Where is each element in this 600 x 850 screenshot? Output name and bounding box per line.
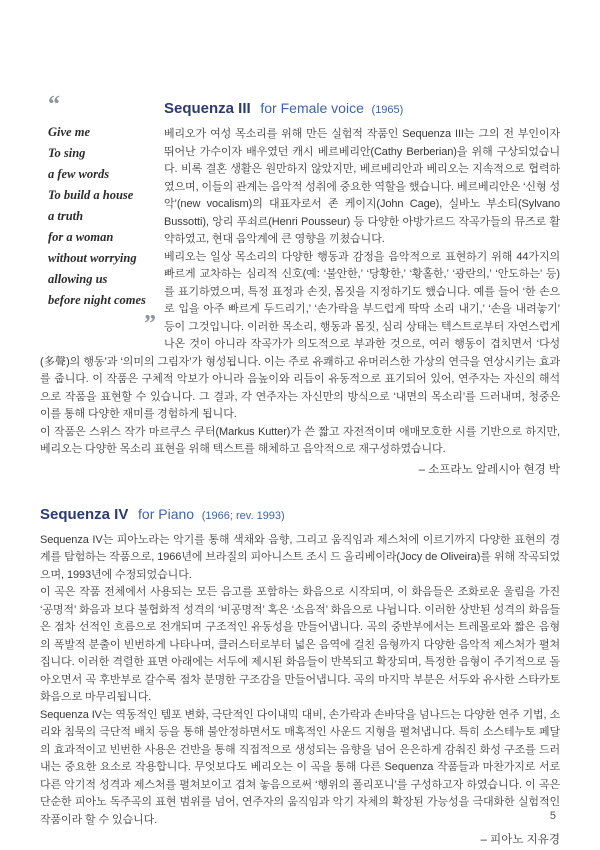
quote-line: for a woman [48,230,114,244]
section-sequenza-3 [40,92,560,478]
work-subtitle: for Piano [138,505,195,522]
quote-line: To sing [48,146,86,160]
work-year: (1965) [371,104,404,116]
quote-lines [48,122,164,311]
quote-line: To build a house [48,188,134,202]
open-quote-icon: “ [48,92,60,118]
paragraph: 베리오는 일상 목소리의 다양한 행동과 감정을 음악적으로 표현하기 위해 44가지의 빠르게 교차하는 심리적 신호(예: ‘불안한,’ ‘당황한,’ ‘황홀한,’ ‘광란의,’ ‘안도하는’ 등)를 표기하였으며, 특정 표정과 손짓, 몸짓을 지정하기도 했습니다. 예를 들어 ‘한 손으로 입을 아주 빠르게 두드리기,’ ‘손가락을 부드럽게 딱딱 소리 내기,’ ‘손을 내려놓기’ 등이 그것입니다. 이러한 목소리, 행동과 몸짓, 심리 상태는 텍스트로부터 자연스럽게 나온 것이 아니라 작곡가가 의도적으로 부과한 것으로, 여러 행동이 겹치면서 ‘다성(多聲)의 행동’과 ‘의미의 그림자’가 형성됩니다. 이는 주로 유쾌하고 유머러스한 가상의 연극을 연상시키는 효과를 줍니다. 이 작품은 구체적 악보가 아니라 음높이와 리듬이 유동적으로 표기되어 있어, 연주자는 자신의 해석으로 작품을 표현할 수 있습니다. 그 결과, 각 연주자는 자신만의 방식으로 ‘내면의 목소리’를 드러내며, 청중은 이를 통해 다양한 재미를 경험하게 됩니다. [40,250,560,420]
quote-line: before night comes [48,293,146,307]
paragraph: Sequenza IV는 역동적인 템포 변화, 극단적인 다이내믹 대비, 손가락과 손바닥을 넘나드는 다양한 연주 기법, 소리와 침묵의 극단적 배치 등을 통해 불안정하면서도 매혹적인 사운드 지형을 펼쳐냅니다. 특히 소스테누토 페달의 효과적이고 빈번한 사용은 건반을 통해 직접적으로 생성되는 음향을 넘어 은은하게 감춰진 화성 구조를 드러내는 중요한 요소로 작용합니다. 무엇보다도 베리오는 이 곡을 통해 다른 Sequenza 작품들과 마찬가지로 서로 다른 악기적 성격과 제스처를 펼쳐보이고 겹쳐 놓음으로써 ‘행위의 폴리포니’를 구성하고자 하였습니다. 이 곡은 단순한 피아노 독주곡의 표현 범위를 넘어, 연주자의 움직임과 악기 자체의 확장된 가능성을 극대화한 실험적인 작품이라 할 수 있습니다. [40,708,560,826]
paragraph: Sequenza IV는 피아노라는 악기를 통해 색채와 음향, 그리고 움직임과 제스처에 이르기까지 다양한 표현의 경계를 탐험하는 작품으로, 1966년에 브라질의 피아니스트 조시 드 올리베이라(Jocy de Oliveira)를 위해 작곡되었으며, 1993년에 수정되었습니다. [40,533,560,581]
attribution-soprano: – 소프라노 알레시아 현경 박 [418,463,560,476]
quote-line: a few words [48,167,110,181]
quote-line: allowing us [48,272,108,286]
quote-block [40,92,164,352]
quote-line: Give me [48,125,90,139]
close-quote-icon: ” [144,311,156,337]
paragraph: 베리오가 여성 목소리를 위해 만든 실험적 작품인 Sequenza III는 그의 전 부인이자 뛰어난 가수이자 배우였던 캐시 베르베리안(Cathy Berberian)을 위해 구상되었습니다. 비록 결혼 생활은 원만하지 않았지만, 베르베리안과 베리오는 지속적으로 협력하였으며, 이들의 관계는 음악적 성취에 중요한 역할을 했습니다. 베르베리안은 ‘신형 성악’(new vocalism)의 대표자로서 존 케이지(John Cage), 실바노 부소티(Sylvano Bussotti), 앙리 푸쇠르(Henri Pousseur) 등 다양한 아방가르드 작곡가들의 뮤즈로 활약하였고, 현대 음악계에 큰 영향을 끼쳤습니다. [164,128,560,245]
work-title: Sequenza III [164,100,251,117]
paragraph: 이 곡은 작품 전체에서 사용되는 모든 음고를 포함하는 화음으로 시작되며, 이 화음들은 조화로운 울림을 가진 ‘공명적’ 화음과 보다 불협화적 성격의 ‘비공명적’ 혹은 ‘소음적’ 화음으로 나뉩니다. 이러한 상반된 성격의 화음들은 점차 선적인 흐름으로 전개되며 구조적인 유동성을 만들어냅니다. 곡의 중반부에서는 트레몰로와 짧은 음형의 폭발적 분출이 빈번하게 나타나며, 클러스터로부터 넓은 음역에 걸친 음형까지 다양한 음악적 제스처가 펼쳐집니다. 이러한 격렬한 표면 아래에는 서두에 제시된 화음들이 반복되고 확장되며, 특정한 음형이 주기적으로 돌아오면서 곡 후반부로 갈수록 점차 분명한 구조감을 만들어냅니다. 곡의 마지막 부분은 서두와 유사한 스타카토 화음으로 마무리됩니다. [40,586,560,703]
work-year: (1966; rev. 1993) [201,509,285,522]
quote-line: without worrying [48,251,137,265]
work-title: Sequenza IV [40,505,129,523]
work-subtitle: for Female voice [260,100,364,116]
quote-line: a truth [48,209,84,223]
section-title-sequenza-4 [40,502,560,526]
section-sequenza-4 [40,502,560,849]
attribution-piano: – 피아노 지유경 [480,834,560,846]
paragraph: 이 작품은 스위스 작가 마르쿠스 쿠터(Markus Kutter)가 쓴 짧고 자전적이며 애매모호한 시를 기반으로 하지만, 베리오는 다양한 목소리 표현을 위해 텍스트를 해체하고 음악적으로 재구성하였습니다. [40,425,560,455]
page-number: 5 [549,810,556,822]
